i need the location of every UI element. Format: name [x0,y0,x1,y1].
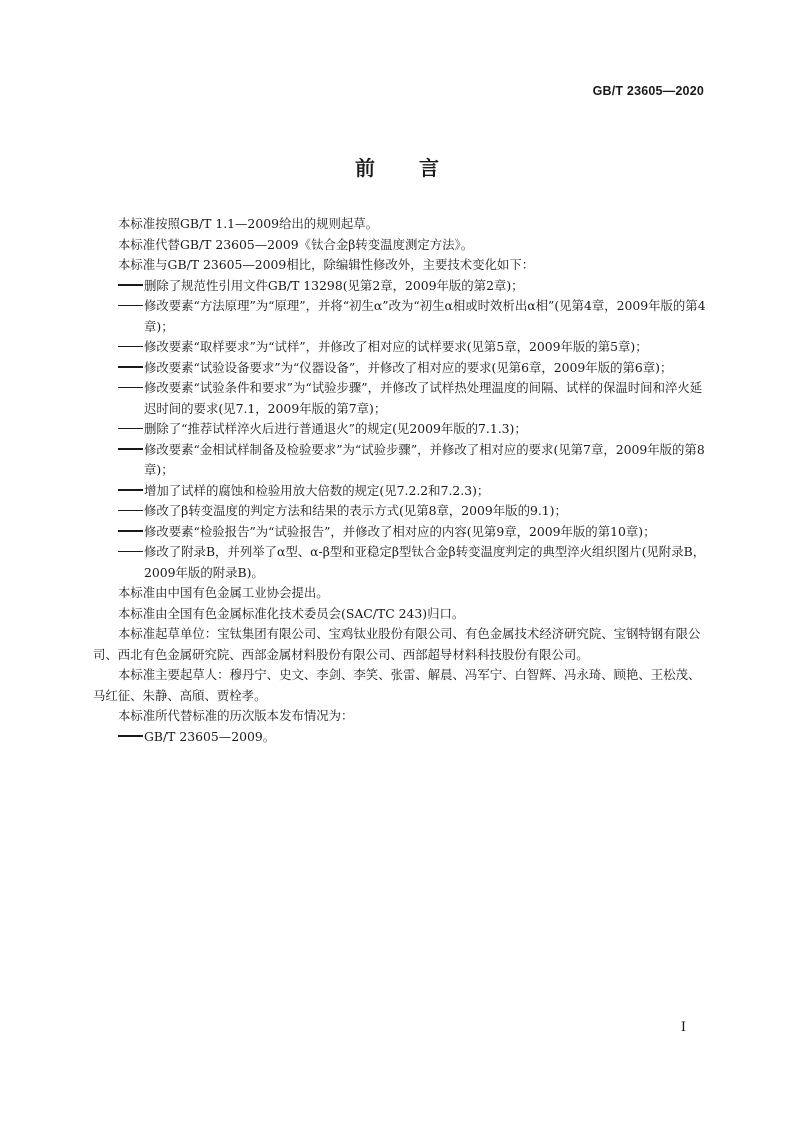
dash-marker [118,440,144,461]
change-text: 修改要素“试验条件和要求”为“试验步骤”，并修改了试样热处理温度的间隔、试样的保温时间和淬火延迟时间的要求(见7.1，2009年版的第7章)； [144,380,703,416]
change-item [93,358,706,379]
dash-marker [118,419,144,440]
change-item [93,296,706,337]
page-title: 前言 [355,156,483,180]
dash-marker [118,481,144,502]
paragraph: 本标准由中国有色金属工业协会提出。 [118,585,329,600]
change-text: 删除了规范性引用文件GB/T 13298(见第2章，2009年版的第2章)； [144,277,524,293]
paragraph: 本标准主要起草人：穆丹宁、史文、李剑、李笑、张雷、解晨、冯军宁、白智辉、冯永琦、顾艳、王松茂、马红征、朱静、高頎、贾栓孝。 [93,667,701,703]
standard-code: GB/T 23605—2020 [592,84,704,98]
change-item [93,501,706,522]
paragraph: 本标准与GB/T 23605—2009相比，除编辑性修改外，主要技术变化如下： [118,257,535,272]
change-item [93,337,706,358]
change-item [93,378,706,419]
change-text: 修改要素“方法原理”为“原理”，并将“初生α”改为“初生α相或时效析出α相”(见第4章，2009年版的第4章)； [144,298,706,334]
dash-marker [118,501,144,522]
change-item [93,542,706,583]
change-item [93,440,706,481]
paragraph: 本标准按照GB/T 1.1—2009给出的规则起草。 [118,216,379,231]
paragraph: 本标准代替GB/T 23605—2009《钛合金β转变温度测定方法》。 [118,236,474,252]
change-text: 修改要素“取样要求”为“试样”，并修改了相对应的试样要求(见第5章，2009年版的第5章)； [144,339,648,354]
change-item [93,419,706,440]
change-text: 删除了“推荐试样淬火后进行普通退火”的规定(见2009年版的7.1.3)； [144,421,527,436]
dash-marker [118,727,144,748]
change-text: 修改了β转变温度的判定方法和结果的表示方式(见第8章，2009年版的9.1)； [144,503,567,518]
change-text: 修改要素“检验报告”为“试验报告”，并修改了相对应的内容(见第9章，2009年版的第10章)； [144,523,656,539]
paragraph: 本标准由全国有色金属标准化技术委员会(SAC/TC 243)归口。 [118,605,465,621]
dash-marker [118,542,144,563]
dash-marker [118,378,144,399]
change-item [93,276,706,297]
foreword-body [93,214,706,747]
change-item [93,522,706,543]
dash-marker [118,358,144,379]
change-text: 修改要素“金相试样制备及检验要求”为“试验步骤”，并修改了相对应的要求(见第7章，2009年版的第8章)； [144,441,705,477]
dash-marker [118,276,144,297]
change-text: 修改了附录B，并列举了α型、α-β型和亚稳定β型钛合金β转变温度判定的典型淬火组织图片(见附录B，2009年版的附录B)。 [144,544,706,580]
dash-marker [118,522,144,543]
paragraph: 本标准起草单位：宝钛集团有限公司、宝鸡钛业股份有限公司、有色金属技术经济研究院、宝钢特钢有限公司、西北有色金属研究院、西部金属材料股份有限公司、西部超导材料科技股份有限公司。 [93,626,701,662]
history-item [93,727,706,748]
history-text: GB/T 23605—2009。 [144,728,276,744]
change-text: 修改要素“试验设备要求”为“仪器设备”，并修改了相对应的要求(见第6章，2009年版的第6章)； [144,359,673,375]
change-text: 增加了试样的腐蚀和检验用放大倍数的规定(见7.2.2和7.2.3)； [144,482,490,498]
page-number: I [680,1020,686,1035]
dash-marker [118,296,144,317]
dash-marker [118,337,144,358]
change-item [93,481,706,502]
paragraph: 本标准所代替标准的历次版本发布情况为： [118,708,354,723]
